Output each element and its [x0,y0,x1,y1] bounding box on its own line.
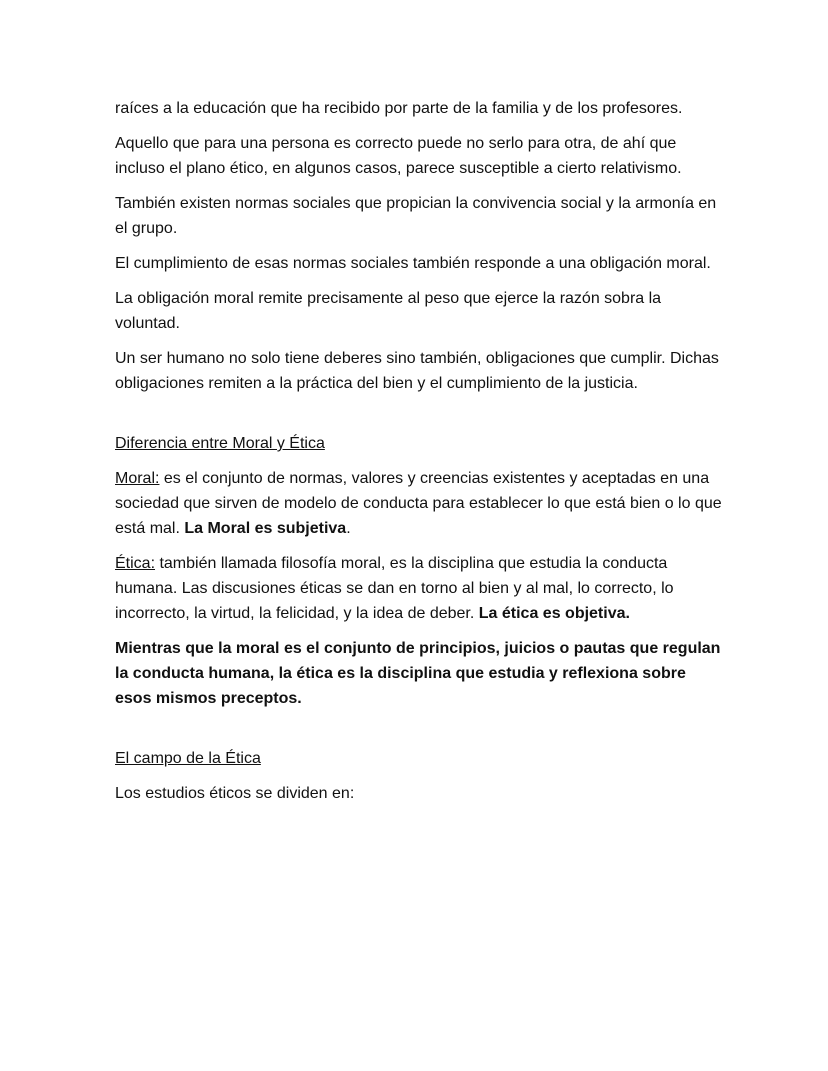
paragraph: raíces a la educación que ha recibido por parte de la familia y de los profesores. [115,100,683,117]
paragraph: La obligación moral remite precisamente al peso que ejerce la razón sobra la voluntad. [115,290,662,332]
paragraph: El cumplimiento de esas normas sociales también responde a una obligación moral. [115,255,711,272]
moral-term: Moral: [115,470,160,487]
section-heading-difference: Diferencia entre Moral y Ética [115,435,325,452]
etica-term: Ética: [115,555,156,572]
spacer [115,721,725,746]
spacer [115,406,725,431]
etica-bold-statement: La ética es objetiva. [478,605,630,622]
document-body [115,96,725,816]
field-intro: Los estudios éticos se dividen en: [115,785,355,802]
paragraph: Un ser humano no solo tiene deberes sino también, obligaciones que cumplir. Dichas obligaciones remiten a la práctica del bien y el cumplimiento de la justicia. [115,350,719,392]
moral-bold-statement: La Moral es subjetiva [184,520,347,537]
paragraph: También existen normas sociales que propician la convivencia social y la armonía en el grupo. [115,195,717,237]
moral-end: . [346,520,351,537]
summary-paragraph: Mientras que la moral es el conjunto de principios, juicios o pautas que regulan la conducta humana, la ética es la disciplina que estudia y reflexiona sobre esos mismos preceptos. [115,640,721,707]
paragraph: Aquello que para una persona es correcto puede no serlo para otra, de ahí que incluso el plano ético, en algunos casos, parece susceptible a cierto relativismo. [115,135,682,177]
etica-definition [115,551,725,626]
etica-text: también llamada filosofía moral, es la disciplina que estudia la conducta humana. Las discusiones éticas se dan en torno al bien y al mal, lo correcto, lo incorrecto, la virtud, la felicidad, y la idea de deber. [115,555,674,622]
moral-text: es el conjunto de normas, valores y creencias existentes y aceptadas en una sociedad que sirven de modelo de conducta para establecer lo que está bien o lo que está mal. [115,470,722,537]
moral-definition [115,466,725,541]
section-heading-field: El campo de la Ética [115,750,261,767]
